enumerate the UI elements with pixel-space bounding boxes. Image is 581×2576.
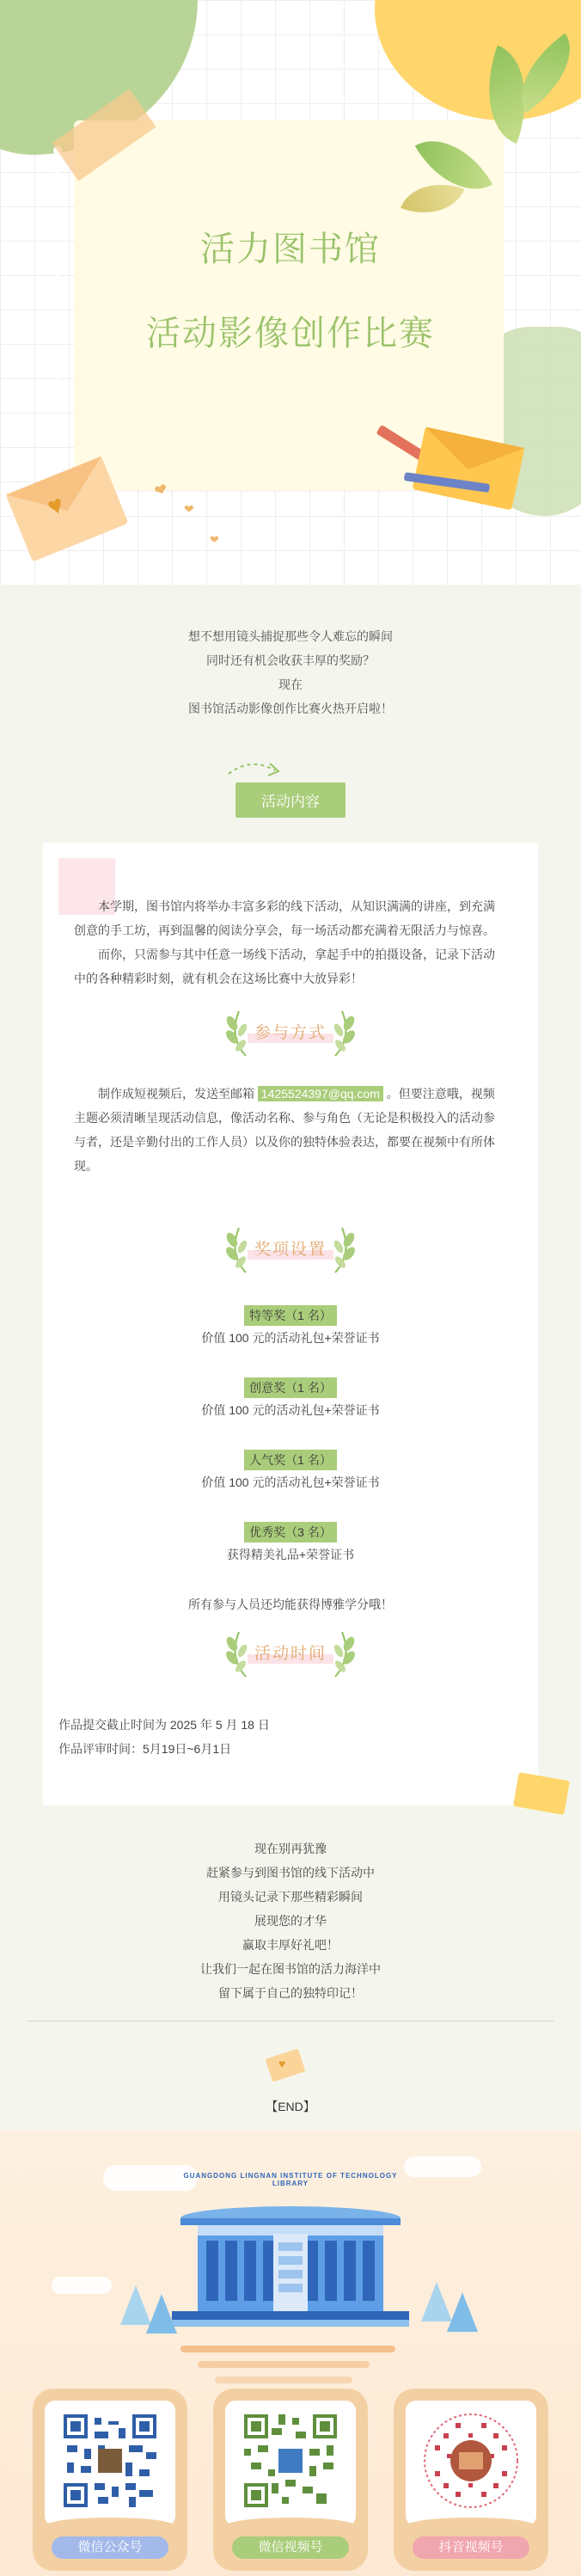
section-header-schedule <box>43 1628 538 1680</box>
prize-desc: 价值 100 元的活动礼包+荣誉证书 <box>201 1403 380 1417</box>
intro-line: 图书馆活动影像创作比赛火热开启啦！ <box>188 702 393 715</box>
outro-line: 展现您的才华 <box>254 1914 327 1928</box>
content-card <box>43 843 538 1806</box>
qr-caption: 微信公众号 <box>52 2536 168 2559</box>
footer <box>0 2131 581 2576</box>
qr-card-wechat-official[interactable] <box>33 2389 187 2571</box>
sprig-icon <box>327 1008 361 1059</box>
outro-line: 留下属于自己的独特印记！ <box>218 1986 363 2000</box>
hero-banner <box>0 0 581 585</box>
outro-text <box>0 1837 581 2005</box>
heart-icon: ❤ <box>184 502 194 516</box>
section-header-awards <box>43 1224 538 1276</box>
review-time-text: 作品评审时间：5月19日~6月1日 <box>58 1742 232 1756</box>
envelope-icon <box>513 1772 570 1815</box>
intro-paragraph: 本学期，图书馆内将举办丰富多彩的线下活动，从知识满满的讲座，到充满 创意的手工坊，再到温馨的阅读分享会，每一场活动都充满着无限活力与惊喜。 而你，只需参与其中任意一场线下活动，拿起手中的拍摄设备，记录下活动 中的各种精彩时刻，就有机会在这场比赛中大放异彩！ <box>74 899 495 985</box>
participate-paragraph: 制作成短视频后，发送至邮箱 1425524397@qq.com 。但要注意哦，视频 主题必须清晰呈现活动信息，像活动名称、参与角色（无论是积极投入的活动参 与者，还是辛勤付出的工作人员）以及你的独特体验表达，都要在视频中有所体 现。 <box>74 1087 495 1173</box>
section-title-schedule: 活动时间 <box>248 1641 333 1664</box>
qr-card-douyin[interactable] <box>394 2389 548 2571</box>
cloud-decoration <box>404 2156 481 2177</box>
notepaper-holes <box>53 146 62 456</box>
prize-name: 特等奖（1 名） <box>43 1305 538 1326</box>
outro-line: 用镜头记录下那些精彩瞬间 <box>218 1890 363 1904</box>
sprig-icon <box>327 1628 361 1680</box>
outro-line: 赶紧参与到图书馆的线下活动中 <box>206 1866 375 1880</box>
awards-note: 所有参与人员还均能获得博雅学分哦！ <box>188 1598 393 1611</box>
heart-icon: ♥ <box>43 489 68 523</box>
section-title-content: 活动内容 <box>0 782 581 818</box>
tree-decoration <box>447 2292 478 2332</box>
library-building-icon <box>172 2199 409 2328</box>
library-sign: GUANGDONG LINGNAN INSTITUTE OF TECHNOLOGY LIBRARY <box>183 2172 398 2187</box>
prize-desc: 价值 100 元的活动礼包+荣誉证书 <box>201 1331 380 1345</box>
outro-line: 让我们一起在图书馆的活力海洋中 <box>200 1962 381 1976</box>
outro-line: 赢取丰厚好礼吧！ <box>242 1938 339 1952</box>
deadline-text: 作品提交截止时间为 2025 年 5 月 18 日 <box>58 1718 270 1732</box>
section-header-participate <box>43 1008 538 1059</box>
heart-icon: ♥ <box>278 2057 286 2070</box>
heart-icon: ❤ <box>210 533 219 546</box>
qr-caption: 微信视频号 <box>232 2536 349 2559</box>
outro-line: 现在别再犹豫 <box>254 1842 327 1855</box>
section-title-awards: 奖项设置 <box>248 1236 333 1260</box>
qr-code-icon[interactable] <box>421 2411 521 2511</box>
qr-code-icon[interactable] <box>241 2411 340 2511</box>
email-highlight[interactable]: 1425524397@qq.com <box>258 1086 383 1101</box>
prize-name: 优秀奖（3 名） <box>43 1522 538 1543</box>
tree-decoration <box>146 2294 177 2334</box>
section-title-participate: 参与方式 <box>248 1020 333 1043</box>
hero-title: 活力图书馆 <box>200 230 381 268</box>
heart-icon: ❤ <box>151 480 170 501</box>
intro-text <box>0 624 581 721</box>
prize-desc: 获得精美礼品+荣誉证书 <box>226 1548 355 1561</box>
prize-name: 人气奖（1 名） <box>43 1450 538 1470</box>
prize-desc: 价值 100 元的活动礼包+荣誉证书 <box>201 1475 380 1489</box>
qr-code-icon[interactable] <box>60 2411 160 2511</box>
qr-card-wechat-video[interactable] <box>213 2389 368 2571</box>
qr-caption: 抖音视频号 <box>413 2536 529 2559</box>
road-decoration <box>198 2361 370 2368</box>
road-decoration <box>180 2346 395 2352</box>
intro-line: 想不想用镜头捕捉那些令人难忘的瞬间 <box>188 629 393 643</box>
prize-name: 创意奖（1 名） <box>43 1377 538 1398</box>
intro-line: 现在 <box>278 678 303 691</box>
cloud-decoration <box>52 2277 112 2294</box>
sprig-icon <box>327 1224 361 1276</box>
road-decoration <box>215 2377 352 2383</box>
end-marker: 【END】 <box>266 2100 315 2113</box>
dashed-arrow-icon <box>225 755 294 781</box>
hero-subtitle: 活动影像创作比赛 <box>146 315 435 353</box>
intro-line: 同时还有机会收获丰厚的奖励？ <box>206 653 375 667</box>
